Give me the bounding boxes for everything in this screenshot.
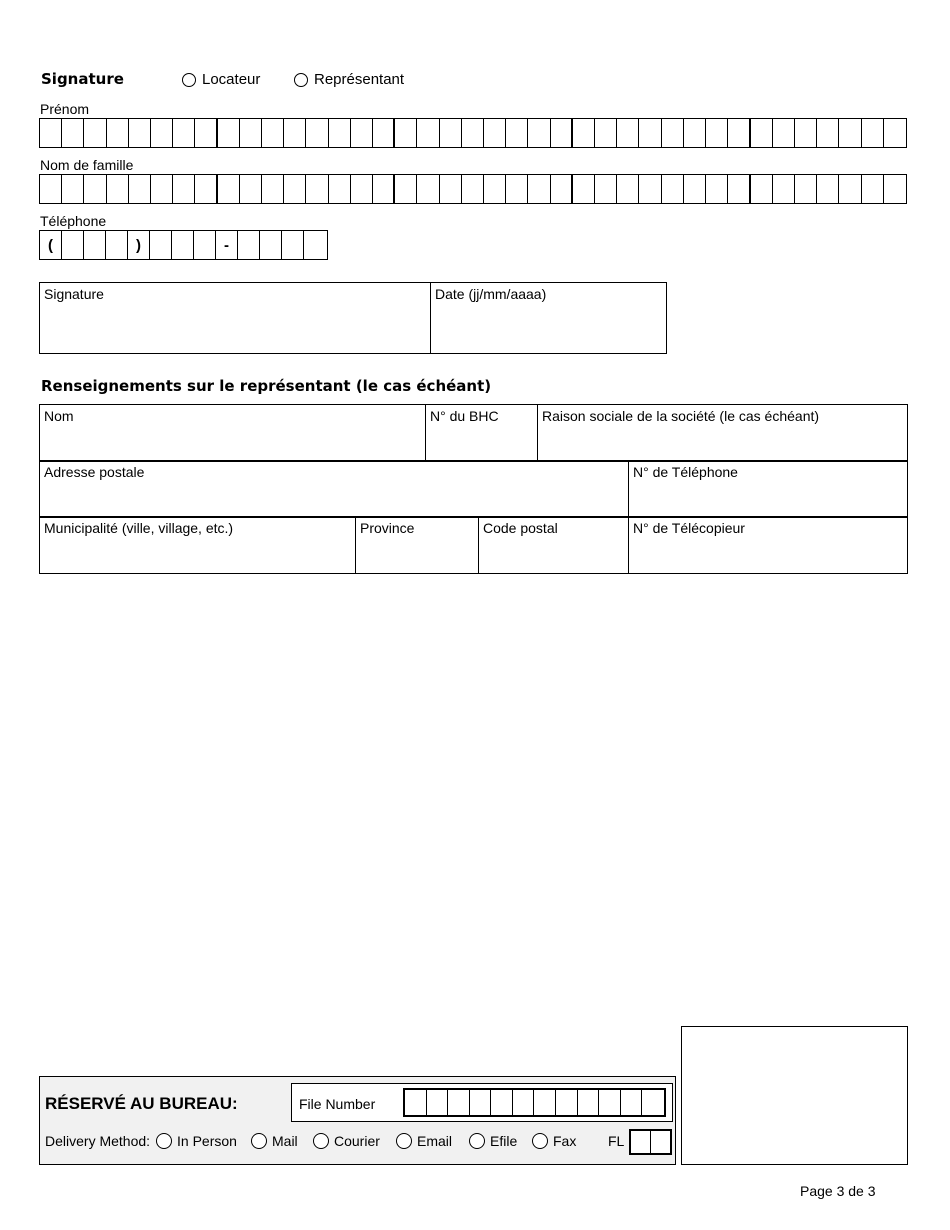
phone-digit-cell[interactable] [282,231,304,259]
phone-digit-cell[interactable] [84,231,106,259]
first-name-cell[interactable] [84,119,106,147]
last-name-cell[interactable] [62,175,84,203]
last-name-cell[interactable] [706,175,728,203]
date-field-label: Date (jj/mm/aaaa) [435,286,547,302]
first-name-cell[interactable] [218,119,240,147]
last-name-label: Nom de famille [40,157,134,173]
rep-phone-field[interactable] [629,461,908,518]
phone-open-paren: ( [40,231,62,259]
file-number-cell[interactable] [599,1090,621,1115]
first-name-cell[interactable] [506,119,528,147]
last-name-cell[interactable] [751,175,773,203]
first-name-cell[interactable] [62,119,84,147]
last-name-cell[interactable] [617,175,639,203]
file-number-cell[interactable] [642,1090,664,1115]
first-name-cell[interactable] [262,119,284,147]
last-name-cell[interactable] [417,175,439,203]
rep-company-field[interactable] [538,405,908,462]
delivery-option-courier[interactable] [313,1133,380,1149]
last-name-cell[interactable] [573,175,595,203]
role-option-landlord[interactable] [182,71,260,88]
file-number-cell[interactable] [578,1090,600,1115]
page-number: Page 3 de 3 [800,1183,876,1199]
radio-in-person[interactable] [156,1133,172,1149]
first-name-cell[interactable] [528,119,550,147]
file-number-input[interactable] [403,1088,666,1117]
date-field[interactable] [431,283,667,354]
rep-address-label: Adresse postale [44,464,145,480]
file-number-label: File Number [299,1096,376,1112]
rep-name-label: Nom [44,408,74,424]
file-number-cell[interactable] [534,1090,556,1115]
rep-postal-field[interactable] [479,517,629,574]
last-name-cell[interactable] [884,175,906,203]
rep-city-field[interactable] [40,517,356,574]
first-name-cell[interactable] [751,119,773,147]
delivery-option-label: Mail [272,1133,298,1149]
rep-bhc-label: N° du BHC [430,408,499,424]
first-name-cell[interactable] [484,119,506,147]
last-name-cell[interactable] [129,175,151,203]
delivery-option-email[interactable] [396,1133,452,1149]
last-name-cell[interactable] [595,175,617,203]
first-name-cell[interactable] [306,119,328,147]
first-name-cell[interactable] [417,119,439,147]
first-name-label: Prénom [40,101,90,117]
delivery-option-in-person[interactable] [156,1133,237,1149]
signature-section-title: Signature [41,70,124,88]
last-name-cell[interactable] [107,175,129,203]
rep-fax-field[interactable] [629,517,908,574]
phone-dash: - [216,231,238,259]
radio-fax[interactable] [532,1133,548,1149]
last-name-cell[interactable] [462,175,484,203]
delivery-option-label: In Person [177,1133,237,1149]
representative-row-1 [39,404,908,462]
last-name-cell[interactable] [862,175,884,203]
first-name-cell[interactable] [107,119,129,147]
phone-digit-cell[interactable] [150,231,172,259]
phone-digit-cell[interactable] [106,231,128,259]
first-name-cell[interactable] [617,119,639,147]
last-name-cell[interactable] [173,175,195,203]
first-name-cell[interactable] [151,119,173,147]
first-name-cell[interactable] [351,119,373,147]
office-use-title: RÉSERVÉ AU BUREAU: [45,1094,238,1113]
radio-mail[interactable] [251,1133,267,1149]
first-name-cell[interactable] [195,119,217,147]
last-name-cell[interactable] [218,175,240,203]
radio-email[interactable] [396,1133,412,1149]
rep-phone-label: N° de Téléphone [633,464,738,480]
phone-digit-cell[interactable] [304,231,326,259]
fl-label: FL [608,1133,625,1149]
phone-digit-cell[interactable] [172,231,194,259]
office-stamp-box [681,1026,908,1165]
file-number-box [291,1083,673,1122]
rep-bhc-field[interactable] [426,405,538,462]
file-number-cell[interactable] [470,1090,492,1115]
signature-date-table [39,282,667,354]
last-name-cell[interactable] [662,175,684,203]
radio-representant[interactable] [294,73,308,87]
file-number-cell[interactable] [427,1090,449,1115]
first-name-cell[interactable] [706,119,728,147]
first-name-cell[interactable] [639,119,661,147]
last-name-cell[interactable] [262,175,284,203]
file-number-cell[interactable] [621,1090,643,1115]
radio-locateur[interactable] [182,73,196,87]
fl-cell[interactable] [631,1131,651,1153]
first-name-cell[interactable] [595,119,617,147]
first-name-cell[interactable] [329,119,351,147]
first-name-cell[interactable] [728,119,750,147]
first-name-cell[interactable] [773,119,795,147]
delivery-option-mail[interactable] [251,1133,298,1149]
last-name-cell[interactable] [506,175,528,203]
first-name-cell[interactable] [862,119,884,147]
rep-province-field[interactable] [356,517,479,574]
first-name-cell[interactable] [40,119,62,147]
last-name-cell[interactable] [440,175,462,203]
phone-digit-cell[interactable] [260,231,282,259]
first-name-cell[interactable] [284,119,306,147]
representative-section-title: Renseignements sur le représentant (le cas échéant) [41,377,492,395]
last-name-cell[interactable] [817,175,839,203]
first-name-cell[interactable] [395,119,417,147]
delivery-option-fax[interactable] [532,1133,576,1149]
first-name-cell[interactable] [817,119,839,147]
rep-address-field[interactable] [40,461,629,518]
rep-name-field[interactable] [40,405,426,462]
first-name-cell[interactable] [684,119,706,147]
delivery-option-label: Fax [553,1133,577,1149]
last-name-cell[interactable] [151,175,173,203]
last-name-cell[interactable] [395,175,417,203]
last-name-cell[interactable] [84,175,106,203]
delivery-method-label: Delivery Method: [45,1133,151,1149]
first-name-cell[interactable] [884,119,906,147]
last-name-cell[interactable] [195,175,217,203]
delivery-option-efile[interactable] [469,1133,517,1149]
rep-province-label: Province [360,520,415,536]
last-name-cell[interactable] [839,175,861,203]
representative-row-3 [39,516,908,574]
last-name-cell[interactable] [306,175,328,203]
file-number-cell[interactable] [513,1090,535,1115]
last-name-cell[interactable] [373,175,395,203]
last-name-cell[interactable] [484,175,506,203]
first-name-input[interactable] [39,118,907,148]
first-name-cell[interactable] [440,119,462,147]
last-name-cell[interactable] [795,175,817,203]
first-name-cell[interactable] [240,119,262,147]
representative-row-2 [39,460,908,518]
role-option-representative[interactable] [294,71,404,88]
rep-fax-label: N° de Télécopieur [633,520,745,536]
first-name-cell[interactable] [373,119,395,147]
rep-postal-label: Code postal [483,520,558,536]
signature-field[interactable] [40,283,431,354]
first-name-cell[interactable] [173,119,195,147]
delivery-option-label: Courier [334,1133,380,1149]
last-name-cell[interactable] [528,175,550,203]
last-name-cell[interactable] [551,175,573,203]
file-number-cell[interactable] [448,1090,470,1115]
file-number-cell[interactable] [491,1090,513,1115]
last-name-cell[interactable] [240,175,262,203]
last-name-cell[interactable] [351,175,373,203]
last-name-cell[interactable] [728,175,750,203]
first-name-cell[interactable] [573,119,595,147]
first-name-cell[interactable] [795,119,817,147]
last-name-cell[interactable] [329,175,351,203]
role-option-label: Locateur [202,71,261,88]
delivery-option-label: Efile [490,1133,518,1149]
file-number-cell[interactable] [556,1090,578,1115]
phone-digit-cell[interactable] [238,231,260,259]
rep-city-label: Municipalité (ville, village, etc.) [44,520,234,536]
first-name-cell[interactable] [839,119,861,147]
phone-digit-cell[interactable] [62,231,84,259]
phone-input[interactable] [39,230,328,260]
phone-close-paren: ) [128,231,150,259]
role-option-label: Représentant [314,71,405,88]
phone-digit-cell[interactable] [194,231,216,259]
signature-field-label: Signature [44,286,104,302]
delivery-option-label: Email [417,1133,453,1149]
last-name-input[interactable] [39,174,907,204]
last-name-cell[interactable] [773,175,795,203]
file-number-cell[interactable] [405,1090,427,1115]
last-name-cell[interactable] [684,175,706,203]
fl-input[interactable] [629,1129,672,1155]
first-name-cell[interactable] [129,119,151,147]
fl-cell[interactable] [651,1131,670,1153]
last-name-cell[interactable] [639,175,661,203]
office-use-panel [39,1076,676,1165]
first-name-cell[interactable] [462,119,484,147]
last-name-cell[interactable] [284,175,306,203]
radio-courier[interactable] [313,1133,329,1149]
radio-efile[interactable] [469,1133,485,1149]
first-name-cell[interactable] [662,119,684,147]
last-name-cell[interactable] [40,175,62,203]
phone-label: Téléphone [40,213,107,229]
rep-company-label: Raison sociale de la société (le cas échéant) [542,408,820,424]
first-name-cell[interactable] [551,119,573,147]
